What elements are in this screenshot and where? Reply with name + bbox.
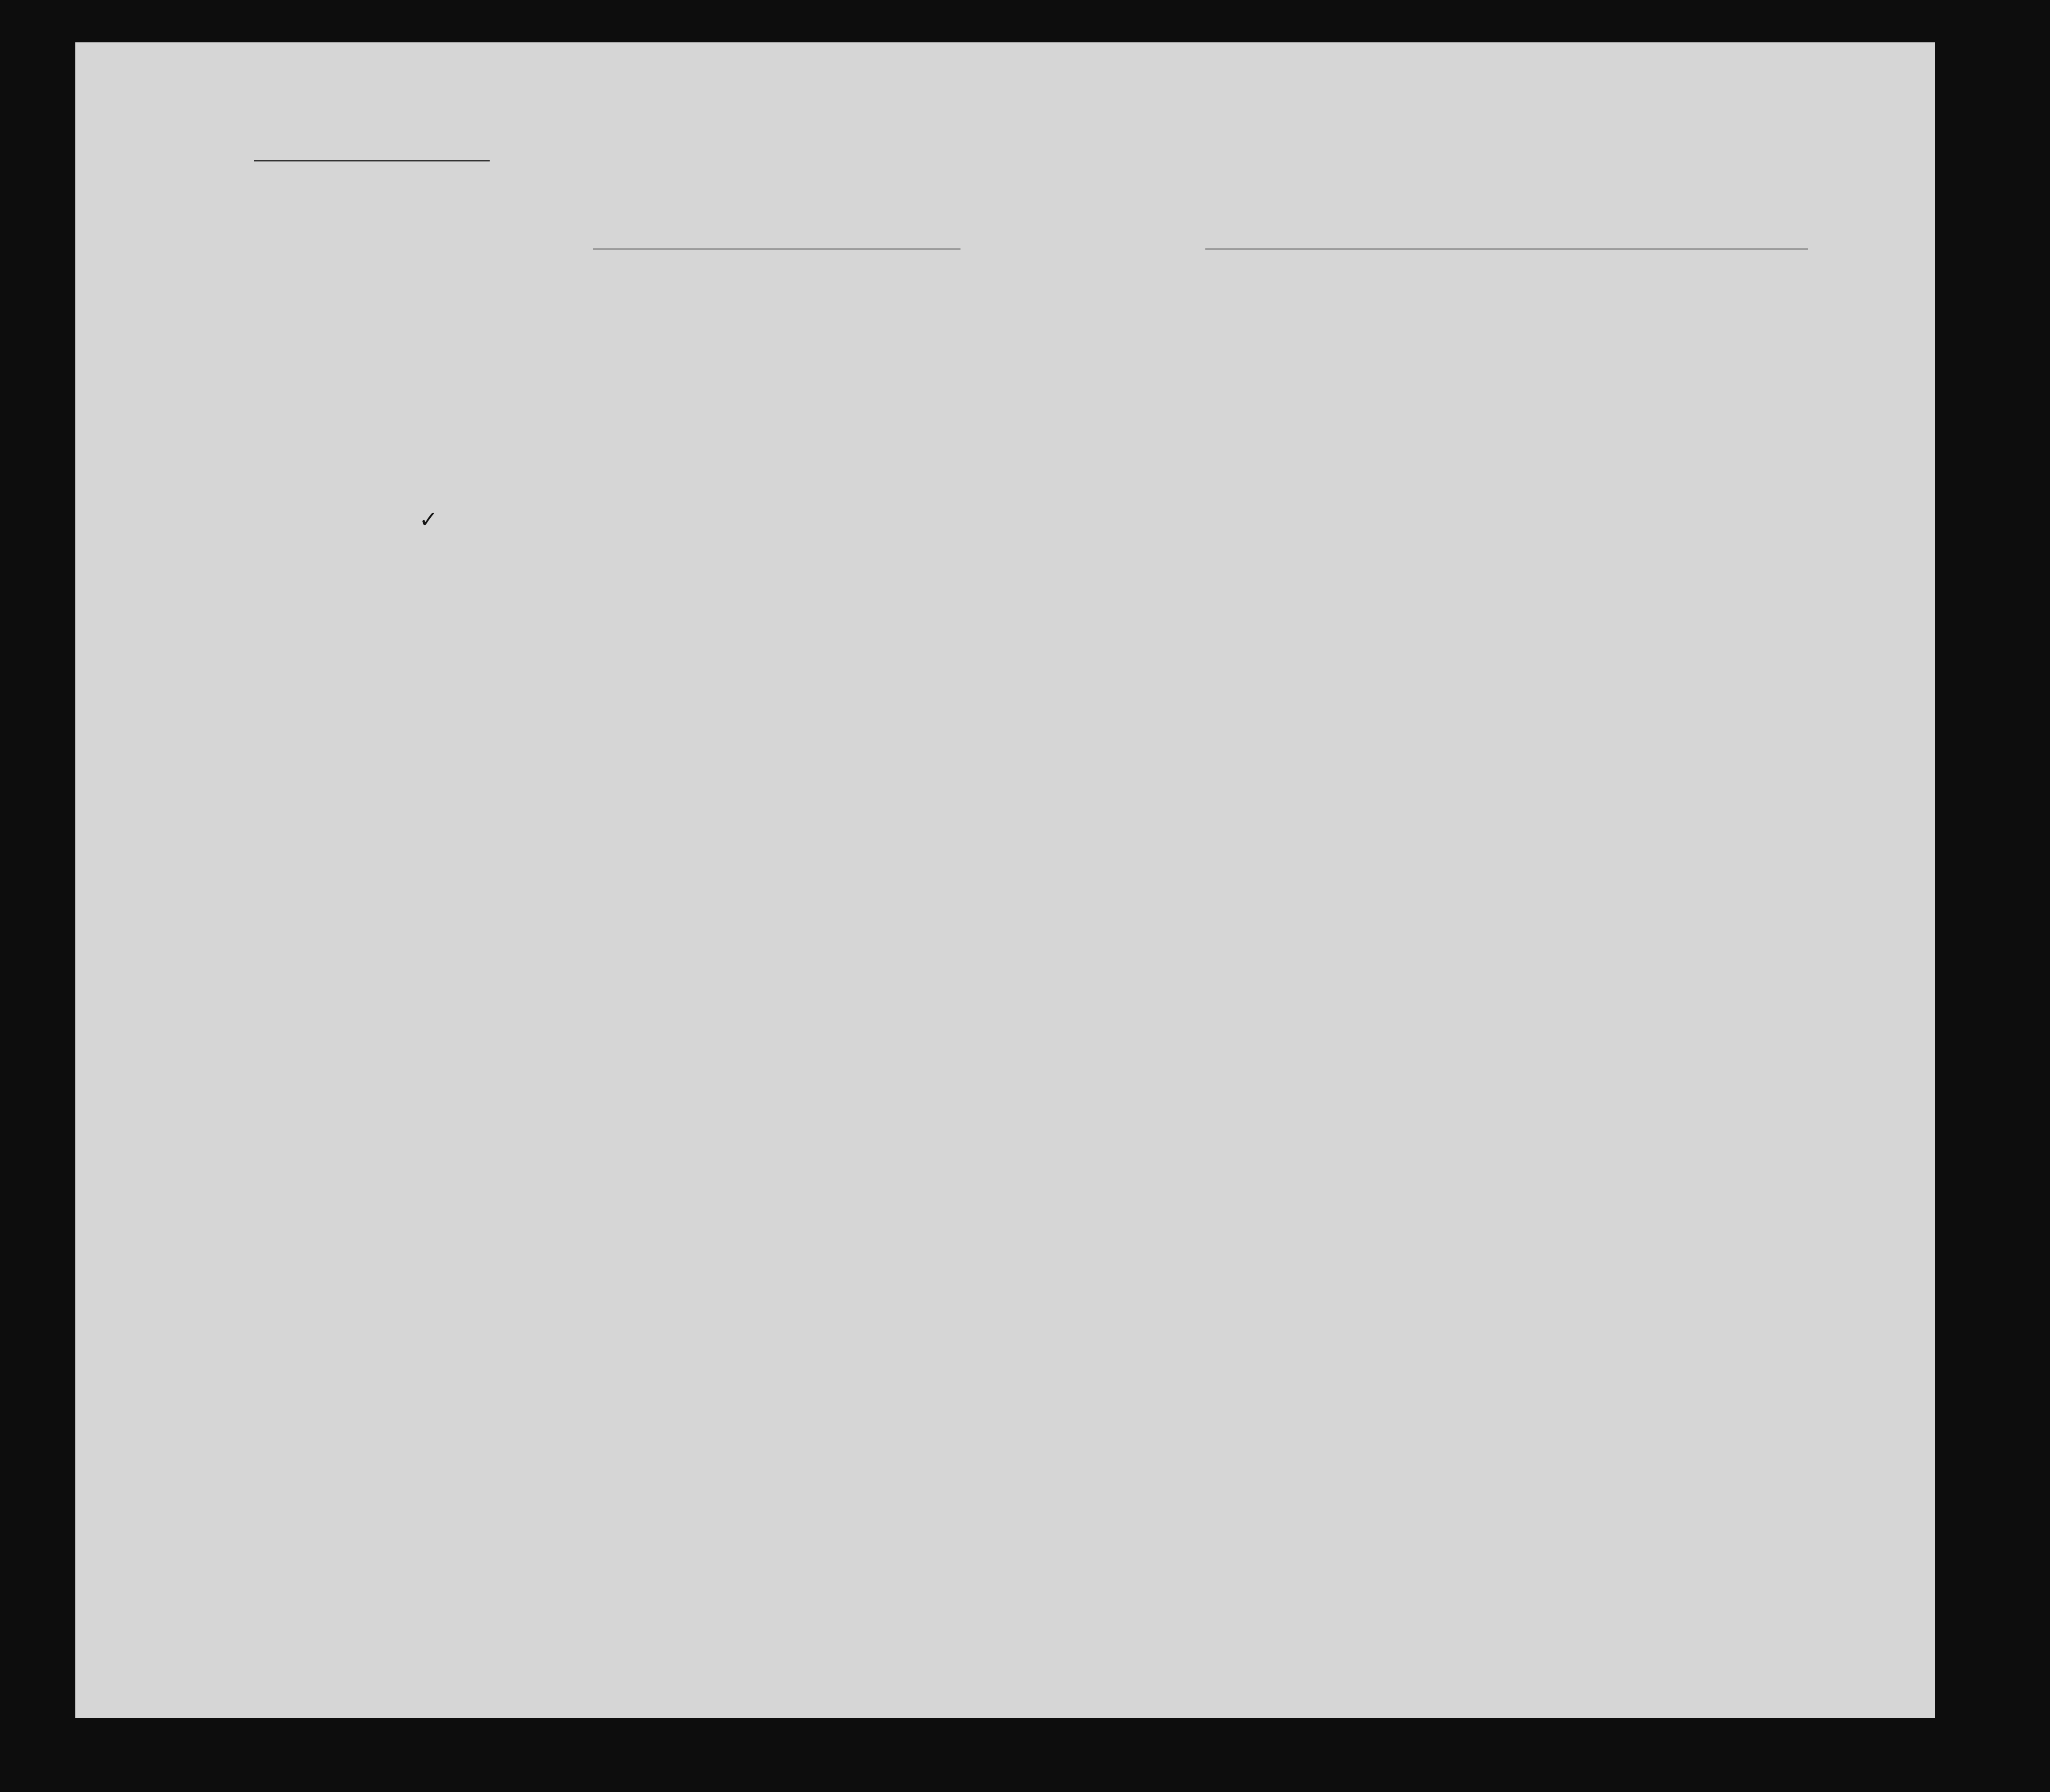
col-num-12	[1391, 278, 1483, 297]
list-line	[254, 160, 490, 161]
col-num-3	[254, 278, 664, 297]
col-num-1	[132, 278, 184, 297]
col-num-6	[739, 278, 767, 297]
col-num-13	[1483, 278, 1634, 297]
col-num-14	[1634, 278, 1759, 297]
manifest-sheet	[75, 42, 1935, 1718]
col-num-15	[1759, 278, 1935, 297]
col-num-10	[1109, 278, 1210, 297]
col-num-5	[706, 278, 739, 297]
col-num-7	[767, 278, 852, 297]
col-num-9	[1022, 278, 1109, 297]
col-num-11	[1210, 278, 1391, 297]
col-num-8	[852, 278, 1022, 297]
col-num-4	[664, 278, 706, 297]
col-num-2	[184, 278, 254, 297]
checkmark-icon: ✓	[419, 506, 438, 533]
